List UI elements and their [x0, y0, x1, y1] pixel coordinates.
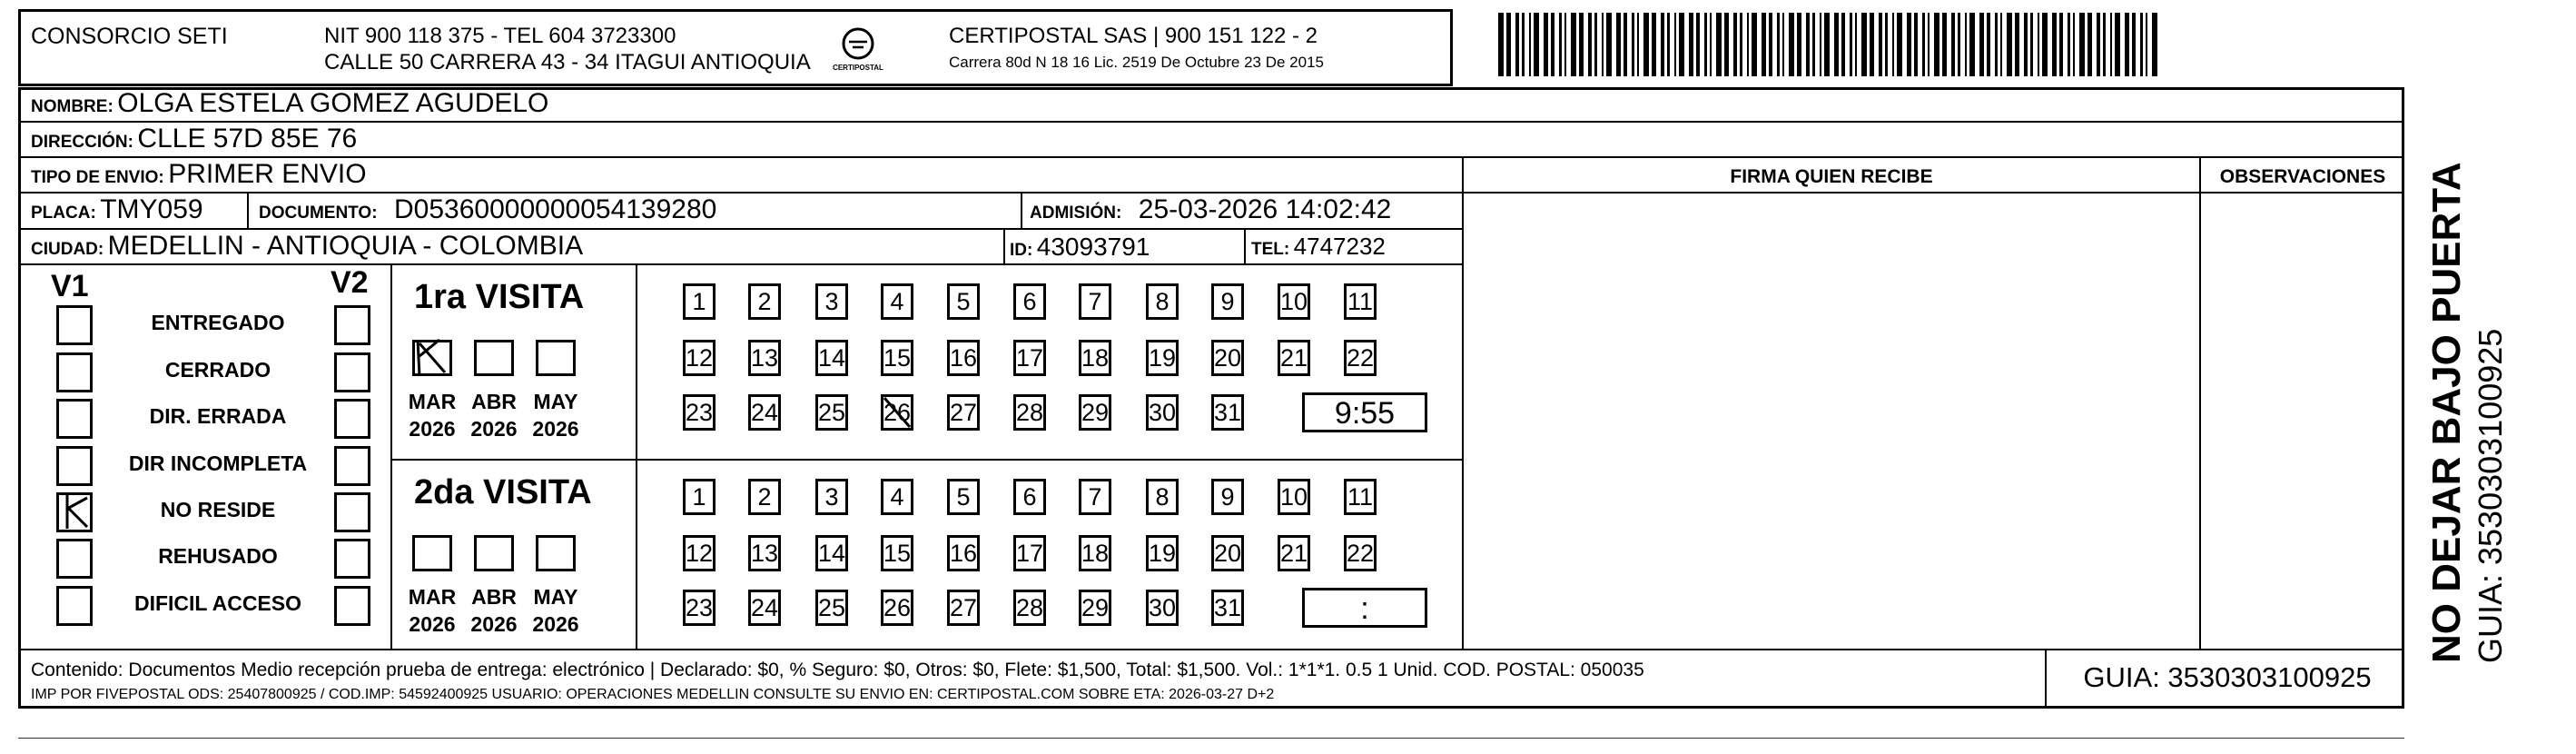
side-guia: GUIA: 3530303100925 — [2472, 328, 2509, 663]
day-box[interactable]: 12 — [683, 535, 716, 571]
status-label: DIR INCOMPLETA — [128, 451, 308, 475]
day-box[interactable]: 19 — [1146, 340, 1179, 376]
day-box[interactable]: 5 — [947, 479, 980, 515]
month-label: ABR — [471, 585, 517, 609]
status-label: REHUSADO — [158, 544, 278, 568]
day-box[interactable]: 14 — [815, 340, 848, 376]
id-field — [1010, 233, 1150, 262]
day-box[interactable]: 19 — [1146, 535, 1179, 571]
status-label: NO RESIDE — [160, 498, 276, 521]
observaciones-header: OBSERVACIONES — [2219, 166, 2386, 187]
status-label: DIFICIL ACCESO — [133, 591, 301, 615]
day-box[interactable]: 5 — [947, 283, 980, 320]
day-box[interactable]: 7 — [1079, 283, 1111, 320]
day-box[interactable]: 22 — [1344, 340, 1377, 376]
day-box[interactable]: 29 — [1079, 394, 1111, 431]
day-box[interactable]: 18 — [1079, 535, 1111, 571]
day-box[interactable]: 25 — [815, 394, 848, 431]
day-box[interactable]: 10 — [1278, 479, 1310, 515]
day-box[interactable]: 28 — [1013, 590, 1046, 626]
day-box[interactable]: 2 — [748, 283, 781, 320]
day-box[interactable]: 17 — [1013, 535, 1046, 571]
day-box[interactable]: 6 — [1013, 283, 1046, 320]
contenido-line: Contenido: Documentos Medio recepción prueba de entrega: electrónico | Declarado: $0, % Seguro: $0, Otros: $0, Flete: $1,500, Total: $1,500. Vol.: 1*1*1. 0.5 1 Unid. COD. POSTAL: 050035 — [31, 660, 1644, 680]
company-name: CONSORCIO SETI — [31, 24, 228, 49]
documento-field — [259, 194, 716, 225]
tel-value: 4747232 — [1293, 233, 1386, 260]
month-label: MAY — [533, 585, 578, 609]
tel-label: TEL: — [1251, 240, 1290, 259]
day-box[interactable]: 7 — [1079, 479, 1111, 515]
side-text — [2424, 82, 2551, 663]
year-label: 2026 — [470, 612, 518, 636]
nombre-value: OLGA ESTELA GOMEZ AGUDELO — [117, 88, 549, 118]
certipostal-line: CERTIPOSTAL SAS | 900 151 122 - 2 — [949, 24, 1318, 48]
tipo-row — [31, 159, 367, 190]
day-box[interactable]: 3 — [815, 479, 848, 515]
v2-label: V2 — [331, 265, 369, 300]
placa-label: PLACA: — [31, 203, 96, 223]
month-checkbox[interactable] — [412, 535, 452, 571]
time-box[interactable]: : — [1302, 588, 1427, 628]
handwritten-check-mark — [409, 334, 454, 380]
no-dejar-warning: NO DEJAR BAJO PUERTA — [2424, 162, 2469, 663]
handwritten-check-mark — [54, 489, 96, 534]
month-label: MAR — [408, 585, 457, 609]
day-box[interactable]: 26 — [881, 394, 913, 431]
day-box[interactable]: 24 — [748, 590, 781, 626]
day-box[interactable]: 14 — [815, 535, 848, 571]
year-label: 2026 — [409, 417, 456, 441]
certipostal-logo — [831, 22, 885, 76]
day-box[interactable]: 13 — [748, 340, 781, 376]
month-label: MAY — [533, 390, 578, 413]
month-checkbox[interactable] — [474, 535, 514, 571]
documento-value: D05360000000054139280 — [394, 194, 717, 224]
cut-line — [18, 738, 2404, 739]
year-label: 2026 — [409, 612, 456, 636]
time-box[interactable]: 9:55 — [1302, 392, 1427, 432]
day-box[interactable]: 12 — [683, 340, 716, 376]
month-checkbox[interactable] — [536, 535, 576, 571]
day-box[interactable]: 6 — [1013, 479, 1046, 515]
day-box[interactable]: 27 — [947, 590, 980, 626]
day-box[interactable]: 2 — [748, 479, 781, 515]
day-box[interactable]: 30 — [1146, 590, 1179, 626]
month-label: MAR — [408, 390, 457, 413]
nombre-row — [31, 88, 548, 119]
v1-label: V1 — [51, 269, 89, 303]
day-box[interactable]: 25 — [815, 590, 848, 626]
status-label: CERRADO — [164, 358, 271, 382]
month-checkbox[interactable] — [536, 340, 576, 376]
day-box[interactable]: 31 — [1211, 394, 1244, 431]
handwritten-cross-mark — [879, 392, 915, 432]
day-box[interactable]: 17 — [1013, 340, 1046, 376]
nit-line: NIT 900 118 375 - TEL 604 3723300 — [324, 24, 676, 48]
day-box[interactable]: 28 — [1013, 394, 1046, 431]
day-box[interactable]: 20 — [1211, 535, 1244, 571]
direccion-label: DIRECCIÓN: — [31, 133, 133, 152]
day-box[interactable]: 27 — [947, 394, 980, 431]
tipo-label: TIPO DE ENVIO: — [31, 168, 164, 187]
footer-guia: GUIA: 3530303100925 — [2083, 661, 2372, 693]
day-box[interactable]: 29 — [1079, 590, 1111, 626]
day-box[interactable]: 23 — [683, 590, 716, 626]
firma-header: FIRMA QUIEN RECIBE — [1730, 166, 1933, 187]
day-box[interactable]: 10 — [1278, 283, 1310, 320]
license-line: Carrera 80d N 18 16 Lic. 2519 De Octubre 23 De 2015 — [949, 54, 1324, 71]
visit-title: 2da VISITA — [414, 473, 592, 511]
ciudad-row — [31, 231, 583, 262]
day-box[interactable]: 4 — [881, 283, 913, 320]
placa-value: TMY059 — [100, 194, 203, 224]
imp-line: IMP POR FIVEPOSTAL ODS: 25407800925 / COD.IMP: 54592400925 USUARIO: OPERACIONES MEDELLIN CONSULTE SU ENVIO EN: CERTIPOSTAL.COM SOBRE ETA: 2026-03-27 D+2 — [31, 687, 1275, 702]
admision-field — [1030, 194, 1391, 225]
month-label: ABR — [471, 390, 517, 413]
day-box[interactable]: 11 — [1344, 283, 1377, 320]
day-box[interactable]: 24 — [748, 394, 781, 431]
day-box[interactable]: 9 — [1211, 479, 1244, 515]
direccion-row — [31, 124, 357, 154]
day-box[interactable]: 21 — [1278, 535, 1310, 571]
id-value: 43093791 — [1036, 233, 1150, 261]
day-box[interactable]: 22 — [1344, 535, 1377, 571]
day-box[interactable]: 23 — [683, 394, 716, 431]
year-label: 2026 — [532, 417, 579, 441]
month-checkbox[interactable] — [474, 340, 514, 376]
visit-title: 1ra VISITA — [414, 278, 585, 316]
day-box[interactable]: 16 — [947, 340, 980, 376]
year-label: 2026 — [470, 417, 518, 441]
id-label: ID: — [1010, 241, 1033, 260]
logo-text: CERTIPOSTAL — [833, 64, 883, 72]
barcode — [1498, 13, 2161, 76]
placa-row — [31, 194, 203, 225]
day-box[interactable]: 11 — [1344, 479, 1377, 515]
nombre-label: NOMBRE: — [31, 97, 114, 116]
day-box[interactable]: 8 — [1146, 283, 1179, 320]
day-box[interactable]: 31 — [1211, 590, 1244, 626]
status-label: DIR. ERRADA — [149, 404, 287, 428]
day-box[interactable]: 9 — [1211, 283, 1244, 320]
day-box[interactable]: 18 — [1079, 340, 1111, 376]
ciudad-value: MEDELLIN - ANTIOQUIA - COLOMBIA — [107, 231, 584, 261]
day-box[interactable]: 26 — [881, 590, 913, 626]
documento-label: DOCUMENTO: — [259, 203, 378, 223]
year-label: 2026 — [532, 612, 579, 636]
status-label: ENTREGADO — [151, 311, 285, 334]
day-box[interactable]: 4 — [881, 479, 913, 515]
admision-label: ADMISIÓN: — [1030, 203, 1122, 223]
address-line: CALLE 50 CARRERA 43 - 34 ITAGUI ANTIOQUIA — [324, 50, 811, 74]
day-box[interactable]: 16 — [947, 535, 980, 571]
tipo-value: PRIMER ENVIO — [168, 159, 367, 189]
day-box[interactable]: 8 — [1146, 479, 1179, 515]
day-box[interactable]: 21 — [1278, 340, 1310, 376]
day-box[interactable]: 3 — [815, 283, 848, 320]
tel-field — [1251, 233, 1386, 261]
day-box[interactable]: 15 — [881, 340, 913, 376]
day-box[interactable]: 1 — [683, 283, 716, 320]
admision-value: 25-03-2026 14:02:42 — [1138, 194, 1392, 224]
day-box[interactable]: 1 — [683, 479, 716, 515]
day-box[interactable]: 20 — [1211, 340, 1244, 376]
ciudad-label: CIUDAD: — [31, 240, 104, 259]
day-box[interactable]: 13 — [748, 535, 781, 571]
day-box[interactable]: 15 — [881, 535, 913, 571]
day-box[interactable]: 30 — [1146, 394, 1179, 431]
direccion-value: CLLE 57D 85E 76 — [137, 124, 358, 154]
